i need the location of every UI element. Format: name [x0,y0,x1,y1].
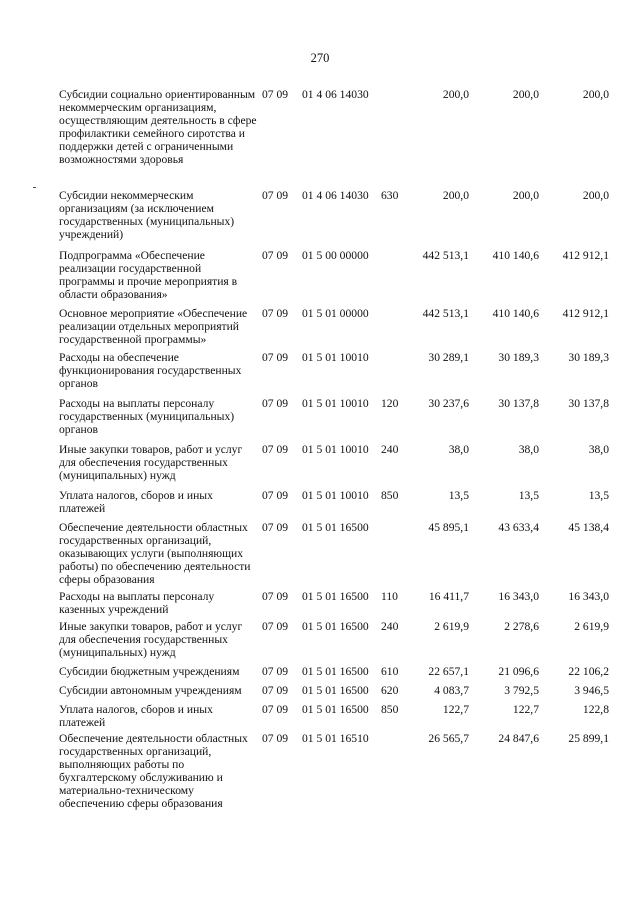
row-amount-year-3: 38,0 [588,443,609,456]
row-target-article-code: 01 5 01 16500 [302,665,369,678]
row-description: Расходы на выплаты персоналу казенных учреждений [59,590,215,616]
row-description: Уплата налогов, сборов и иных платежей [59,489,213,515]
row-amount-year-2: 24 847,6 [498,732,539,745]
row-expense-type-code: 850 [381,703,399,716]
row-amount-year-3: 200,0 [582,189,609,202]
table-row [0,521,640,590]
row-amount-year-1: 38,0 [448,443,469,456]
row-amount-year-1: 13,5 [448,489,469,502]
row-amount-year-2: 30 189,3 [498,351,539,364]
row-section-code: 07 09 [262,732,289,745]
row-amount-year-1: 442 513,1 [422,249,469,262]
row-amount-year-2: 410 140,6 [492,249,539,262]
row-expense-type-code: 620 [381,684,399,697]
row-amount-year-1: 26 565,7 [428,732,469,745]
row-amount-year-1: 200,0 [442,189,469,202]
row-amount-year-1: 442 513,1 [422,307,469,320]
table-row [0,351,640,397]
row-target-article-code: 01 5 01 16500 [302,620,369,633]
table-row [0,397,640,443]
row-amount-year-1: 4 083,7 [434,684,469,697]
table-row [0,684,640,703]
row-amount-year-3: 200,0 [582,88,609,101]
row-amount-year-1: 45 895,1 [428,521,469,534]
row-amount-year-1: 22 657,1 [428,665,469,678]
row-section-code: 07 09 [262,88,289,101]
row-expense-type-code: 120 [381,397,399,410]
row-amount-year-2: 30 137,8 [498,397,539,410]
row-description: Субсидии бюджетным учреждениям [59,665,240,678]
row-description: Уплата налогов, сборов и иных платежей [59,703,213,729]
row-description: Расходы на обеспечение функционирования государственных органов [59,351,242,390]
row-amount-year-1: 30 289,1 [428,351,469,364]
row-target-article-code: 01 5 01 16500 [302,590,369,603]
row-description: Обеспечение деятельности областных государственных организаций, оказывающих услуги (выполняющих работы) по обеспечению деятельности сферы образования [59,521,251,586]
row-expense-type-code: 850 [381,489,399,502]
page-number: 270 [310,51,330,65]
table-row [0,489,640,521]
row-amount-year-3: 22 106,2 [568,665,609,678]
table-row [0,703,640,732]
row-expense-type-code: 610 [381,665,399,678]
row-description: Основное мероприятие «Обеспечение реализации отдельных мероприятий государственной программы» [59,307,248,346]
row-amount-year-3: 16 343,0 [568,590,609,603]
row-target-article-code: 01 5 01 16500 [302,684,369,697]
row-description: Субсидии некоммерческим организациям (за исключением государственных (муниципальных) учреждений) [59,189,235,241]
row-expense-type-code: 240 [381,443,399,456]
table-row [0,620,640,665]
row-amount-year-3: 30 137,8 [568,397,609,410]
row-section-code: 07 09 [262,397,289,410]
row-section-code: 07 09 [262,189,289,202]
budget-table [0,88,640,822]
row-description: Подпрограмма «Обеспечение реализации государственной программы и прочие мероприятия в области образования» [59,249,238,301]
row-amount-year-2: 21 096,6 [498,665,539,678]
table-row [0,732,640,822]
row-expense-type-code: 240 [381,620,399,633]
row-description: Иные закупки товаров, работ и услуг для обеспечения государственных (муниципальных) нужд [59,443,243,482]
row-amount-year-3: 2 619,9 [574,620,609,633]
row-target-article-code: 01 5 01 16510 [302,732,369,745]
row-section-code: 07 09 [262,249,289,262]
table-row [0,307,640,351]
row-section-code: 07 09 [262,307,289,320]
table-row [0,443,640,489]
row-amount-year-3: 3 946,5 [574,684,609,697]
row-amount-year-2: 2 278,6 [504,620,539,633]
row-description: Расходы на выплаты персоналу государственных (муниципальных) органов [59,397,235,436]
row-target-article-code: 01 5 01 10010 [302,443,369,456]
row-section-code: 07 09 [262,703,289,716]
row-target-article-code: 01 5 01 10010 [302,351,369,364]
row-description: Субсидии автономным учреждениям [59,684,242,697]
table-row [0,249,640,307]
row-description: Иные закупки товаров, работ и услуг для обеспечения государственных (муниципальных) нужд [59,620,243,659]
row-amount-year-3: 122,8 [582,703,609,716]
row-target-article-code: 01 4 06 14030 [302,189,369,202]
row-amount-year-3: 412 912,1 [562,249,609,262]
row-amount-year-1: 200,0 [442,88,469,101]
row-amount-year-2: 200,0 [512,189,539,202]
row-amount-year-2: 3 792,5 [504,684,539,697]
row-amount-year-3: 13,5 [588,489,609,502]
row-amount-year-2: 200,0 [512,88,539,101]
table-row [0,189,640,249]
row-target-article-code: 01 5 01 10010 [302,397,369,410]
table-row [0,88,640,189]
row-amount-year-1: 16 411,7 [428,590,469,603]
row-section-code: 07 09 [262,684,289,697]
row-amount-year-1: 30 237,6 [428,397,469,410]
row-section-code: 07 09 [262,351,289,364]
row-amount-year-2: 122,7 [512,703,539,716]
row-amount-year-3: 45 138,4 [568,521,609,534]
row-target-article-code: 01 5 01 10010 [302,489,369,502]
row-section-code: 07 09 [262,489,289,502]
row-amount-year-3: 25 899,1 [568,732,609,745]
row-description: Обеспечение деятельности областных государственных организаций, выполняющих работы по бухгалтерскому обслуживанию и материально-техническому обеспечению сферы образования [59,732,248,810]
row-amount-year-2: 16 343,0 [498,590,539,603]
row-target-article-code: 01 5 00 00000 [302,249,369,262]
row-amount-year-3: 412 912,1 [562,307,609,320]
row-amount-year-2: 13,5 [518,489,539,502]
row-target-article-code: 01 5 01 16500 [302,521,369,534]
row-target-article-code: 01 5 01 16500 [302,703,369,716]
row-target-article-code: 01 4 06 14030 [302,88,369,101]
row-amount-year-1: 122,7 [442,703,469,716]
row-section-code: 07 09 [262,443,289,456]
row-amount-year-2: 38,0 [518,443,539,456]
row-section-code: 07 09 [262,590,289,603]
row-section-code: 07 09 [262,521,289,534]
row-section-code: 07 09 [262,665,289,678]
row-amount-year-2: 410 140,6 [492,307,539,320]
row-expense-type-code: 630 [381,189,399,202]
row-target-article-code: 01 5 01 00000 [302,307,369,320]
table-row [0,665,640,684]
row-amount-year-3: 30 189,3 [568,351,609,364]
row-section-code: 07 09 [262,620,289,633]
row-amount-year-1: 2 619,9 [434,620,469,633]
table-row [0,590,640,620]
row-description: Субсидии социально ориентированным некоммерческим организациям, осуществляющим деятельность в сфере профилактики семейного сиротства и поддержки детей с ограниченными возможностями здоровья [59,88,257,166]
row-amount-year-2: 43 633,4 [498,521,539,534]
row-expense-type-code: 110 [381,590,398,603]
